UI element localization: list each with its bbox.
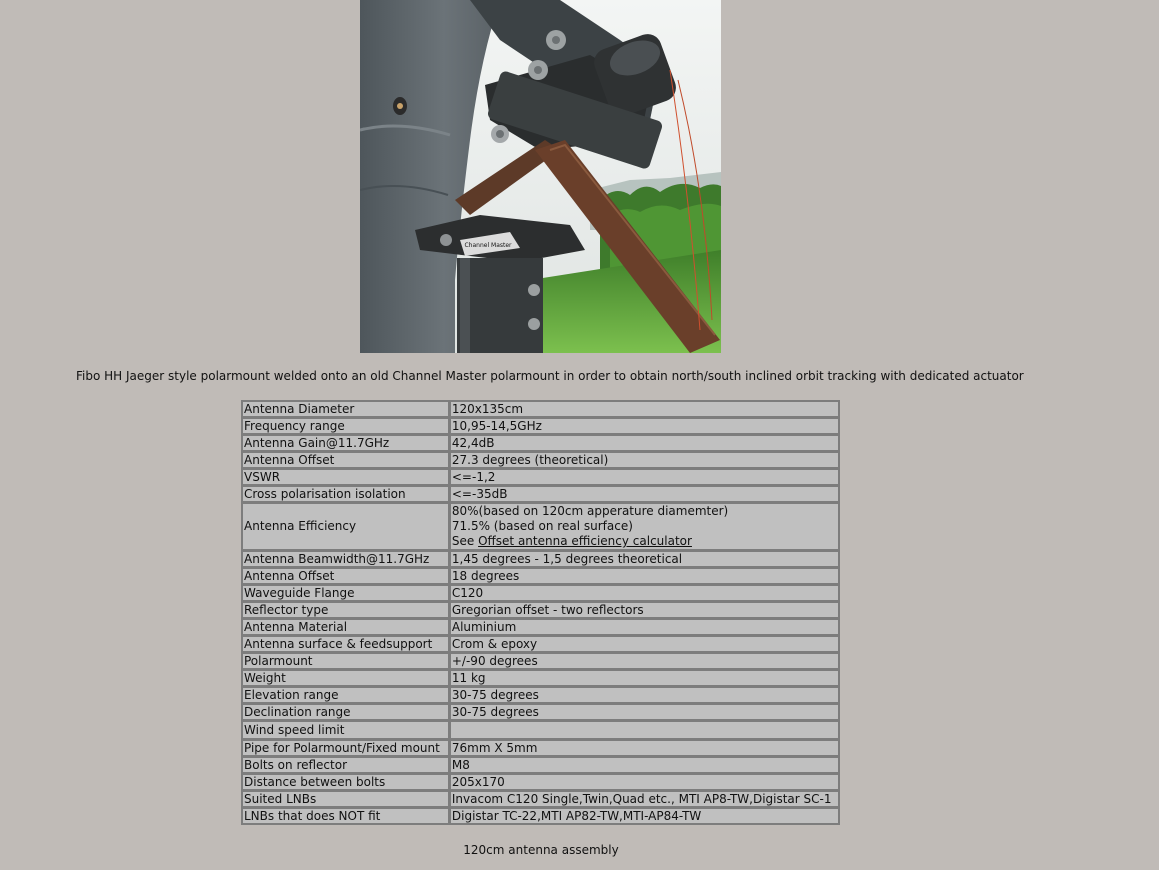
spec-label: Antenna Gain@11.7GHz bbox=[242, 435, 449, 451]
table-row bbox=[242, 808, 839, 824]
table-row bbox=[242, 721, 839, 739]
table-row bbox=[242, 486, 839, 502]
spec-label: Frequency range bbox=[242, 418, 449, 434]
table-row bbox=[242, 757, 839, 773]
spec-label: Waveguide Flange bbox=[242, 585, 449, 601]
table-row bbox=[242, 568, 839, 584]
spec-label: Reflector type bbox=[242, 602, 449, 618]
spec-value: 120x135cm bbox=[450, 401, 839, 417]
table-row bbox=[242, 435, 839, 451]
table-row bbox=[242, 418, 839, 434]
spec-label: Antenna Offset bbox=[242, 452, 449, 468]
spec-label: Antenna Beamwidth@11.7GHz bbox=[242, 551, 449, 567]
table-row bbox=[242, 503, 839, 550]
spec-label: Wind speed limit bbox=[242, 721, 449, 739]
spec-label: Antenna Efficiency bbox=[242, 503, 449, 550]
see-text: See bbox=[451, 534, 479, 548]
spec-value: <=-1,2 bbox=[450, 469, 839, 485]
table-row bbox=[242, 670, 839, 686]
table-row bbox=[242, 704, 839, 720]
antenna-mount-photo bbox=[360, 0, 721, 353]
spec-value: Digistar TC-22,MTI AP82-TW,MTI-AP84-TW bbox=[450, 808, 839, 824]
spec-label: Antenna Material bbox=[242, 619, 449, 635]
table-row bbox=[242, 401, 839, 417]
table-row bbox=[242, 791, 839, 807]
photo-caption: Fibo HH Jaeger style polarmount welded onto an old Channel Master polarmount in order to obtain north/south inclined orbit tracking with dedicated actuator bbox=[76, 369, 1024, 383]
spec-label: Elevation range bbox=[242, 687, 449, 703]
spec-value: 11 kg bbox=[450, 670, 839, 686]
spec-label: Polarmount bbox=[242, 653, 449, 669]
table-row bbox=[242, 551, 839, 567]
spec-value: 30-75 degrees bbox=[450, 687, 839, 703]
spec-value: +/-90 degrees bbox=[450, 653, 839, 669]
spec-value: M8 bbox=[450, 757, 839, 773]
spec-label: Distance between bolts bbox=[242, 774, 449, 790]
spec-value: 27.3 degrees (theoretical) bbox=[450, 452, 839, 468]
assembly-caption: 120cm antenna assembly bbox=[463, 843, 619, 857]
spec-value: 205x170 bbox=[450, 774, 839, 790]
spec-value: 42,4dB bbox=[450, 435, 839, 451]
table-row bbox=[242, 602, 839, 618]
table-row bbox=[242, 452, 839, 468]
spec-value: 18 degrees bbox=[450, 568, 839, 584]
spec-value-efficiency bbox=[450, 503, 839, 550]
spec-value: Crom & epoxy bbox=[450, 636, 839, 652]
spec-value: 1,45 degrees - 1,5 degrees theoretical bbox=[450, 551, 839, 567]
spec-value: <=-35dB bbox=[450, 486, 839, 502]
spec-label: Antenna Offset bbox=[242, 568, 449, 584]
efficiency-calculator-link[interactable]: Offset antenna efficiency calculator bbox=[478, 534, 692, 548]
spec-label: Weight bbox=[242, 670, 449, 686]
specs-table bbox=[241, 400, 840, 825]
spec-label: LNBs that does NOT fit bbox=[242, 808, 449, 824]
table-row bbox=[242, 469, 839, 485]
table-row bbox=[242, 653, 839, 669]
efficiency-line-2: 71.5% (based on real surface) bbox=[451, 519, 633, 533]
spec-label: Antenna surface & feedsupport bbox=[242, 636, 449, 652]
spec-value: 76mm X 5mm bbox=[450, 740, 839, 756]
spec-label: Pipe for Polarmount/Fixed mount bbox=[242, 740, 449, 756]
spec-value bbox=[450, 721, 839, 739]
spec-label: Antenna Diameter bbox=[242, 401, 449, 417]
table-row bbox=[242, 740, 839, 756]
spec-value: 30-75 degrees bbox=[450, 704, 839, 720]
spec-label: Declination range bbox=[242, 704, 449, 720]
spec-label: Cross polarisation isolation bbox=[242, 486, 449, 502]
efficiency-line-3 bbox=[452, 534, 837, 549]
spec-label: Suited LNBs bbox=[242, 791, 449, 807]
spec-value: Aluminium bbox=[450, 619, 839, 635]
table-row bbox=[242, 774, 839, 790]
spec-value: Gregorian offset - two reflectors bbox=[450, 602, 839, 618]
spec-value: C120 bbox=[450, 585, 839, 601]
table-row bbox=[242, 636, 839, 652]
efficiency-line-1: 80%(based on 120cm apperature diamemter) bbox=[451, 504, 729, 518]
spec-value: Invacom C120 Single,Twin,Quad etc., MTI AP8-TW,Digistar SC-1 bbox=[450, 791, 839, 807]
table-row bbox=[242, 619, 839, 635]
spec-label: VSWR bbox=[242, 469, 449, 485]
table-row bbox=[242, 585, 839, 601]
plate-brand-text: Channel Master bbox=[464, 242, 512, 249]
spec-value: 10,95-14,5GHz bbox=[450, 418, 839, 434]
spec-label: Bolts on reflector bbox=[242, 757, 449, 773]
table-row bbox=[242, 687, 839, 703]
